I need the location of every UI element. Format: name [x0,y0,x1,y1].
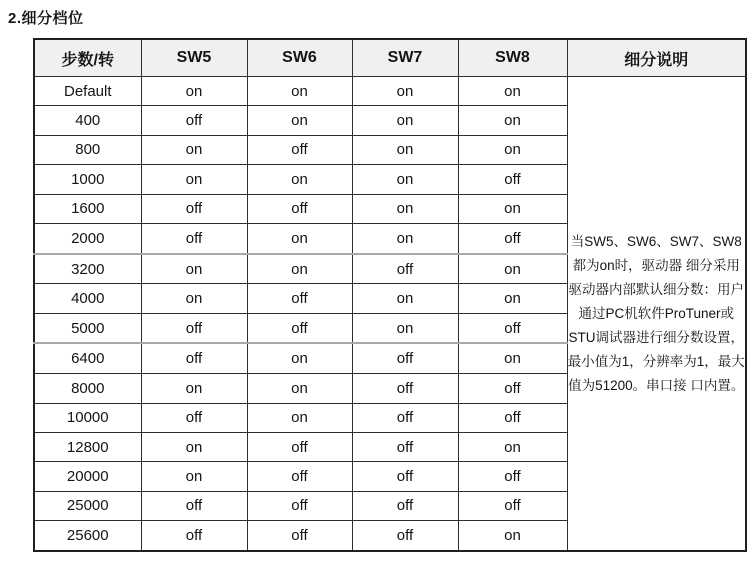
cell-steps: 400 [34,106,141,135]
cell-sw7: off [352,374,458,403]
cell-sw5: off [141,106,247,135]
cell-sw6: on [247,77,352,106]
cell-steps: 3200 [34,254,141,284]
cell-sw8: on [458,254,567,284]
cell-sw8: on [458,343,567,373]
cell-sw6: on [247,165,352,194]
cell-sw8: off [458,165,567,194]
cell-sw6: on [247,343,352,373]
cell-steps: 6400 [34,343,141,373]
cell-steps: 2000 [34,223,141,253]
cell-steps: 20000 [34,462,141,491]
cell-sw6: off [247,284,352,313]
cell-sw6: off [247,462,352,491]
cell-steps: 1000 [34,165,141,194]
cell-sw5: on [141,165,247,194]
cell-steps: 800 [34,135,141,164]
cell-sw6: off [247,313,352,343]
cell-sw5: on [141,135,247,164]
cell-sw8: on [458,284,567,313]
microstep-table [33,38,747,552]
cell-sw7: on [352,194,458,223]
cell-sw7: off [352,462,458,491]
cell-sw7: on [352,223,458,253]
cell-sw7: on [352,284,458,313]
cell-steps: 25000 [34,491,141,520]
cell-sw5: off [141,491,247,520]
cell-sw5: off [141,403,247,432]
col-header-sw6: SW6 [247,39,352,77]
col-header-note: 细分说明 [567,39,746,77]
cell-sw7: off [352,491,458,520]
table-row [34,77,746,106]
page-title: 2.细分档位 [8,10,84,27]
cell-sw6: on [247,106,352,135]
cell-sw7: on [352,106,458,135]
cell-sw8: on [458,106,567,135]
cell-sw6: on [247,374,352,403]
cell-steps: 8000 [34,374,141,403]
cell-sw7: on [352,77,458,106]
cell-steps: 12800 [34,432,141,461]
cell-steps: 5000 [34,313,141,343]
cell-sw8: off [458,313,567,343]
cell-sw5: on [141,284,247,313]
cell-sw8: off [458,462,567,491]
cell-sw6: off [247,432,352,461]
cell-sw8: off [458,403,567,432]
cell-sw8: on [458,194,567,223]
cell-sw8: on [458,432,567,461]
cell-sw5: on [141,462,247,491]
col-header-sw8: SW8 [458,39,567,77]
cell-sw7: on [352,165,458,194]
cell-sw6: off [247,521,352,551]
cell-steps: 10000 [34,403,141,432]
cell-sw6: on [247,223,352,253]
cell-sw5: off [141,343,247,373]
cell-sw6: off [247,194,352,223]
cell-sw6: on [247,403,352,432]
cell-sw8: off [458,491,567,520]
cell-sw7: on [352,313,458,343]
note-text: 当SW5、SW6、SW7、SW8都为on时，驱动器 细分采用驱动器内部默认细分数：用户通过PC机软件ProTuner或STU调试器进行细分数设置，最小值为1，分辨率为1，最大值为51200。串口接 口内置。 [567,233,745,393]
cell-sw6: off [247,491,352,520]
cell-sw7: off [352,254,458,284]
cell-sw8: off [458,223,567,253]
cell-sw6: off [247,135,352,164]
cell-sw8: off [458,374,567,403]
header-row [34,39,746,77]
cell-sw6: on [247,254,352,284]
cell-sw7: off [352,432,458,461]
cell-sw5: off [141,313,247,343]
cell-steps: 1600 [34,194,141,223]
cell-sw7: off [352,521,458,551]
cell-sw5: on [141,77,247,106]
cell-sw5: on [141,374,247,403]
cell-sw5: on [141,254,247,284]
cell-sw7: off [352,343,458,373]
col-header-sw5: SW5 [141,39,247,77]
cell-steps: 25600 [34,521,141,551]
cell-sw5: off [141,521,247,551]
cell-sw5: on [141,432,247,461]
cell-sw8: on [458,77,567,106]
cell-steps: 4000 [34,284,141,313]
cell-steps: Default [34,77,141,106]
cell-sw8: on [458,521,567,551]
cell-sw8: on [458,135,567,164]
cell-sw7: on [352,135,458,164]
cell-sw5: off [141,194,247,223]
col-header-sw7: SW7 [352,39,458,77]
cell-sw7: off [352,403,458,432]
col-header-steps: 步数/转 [34,39,141,77]
note-cell [567,77,746,552]
cell-sw5: off [141,223,247,253]
